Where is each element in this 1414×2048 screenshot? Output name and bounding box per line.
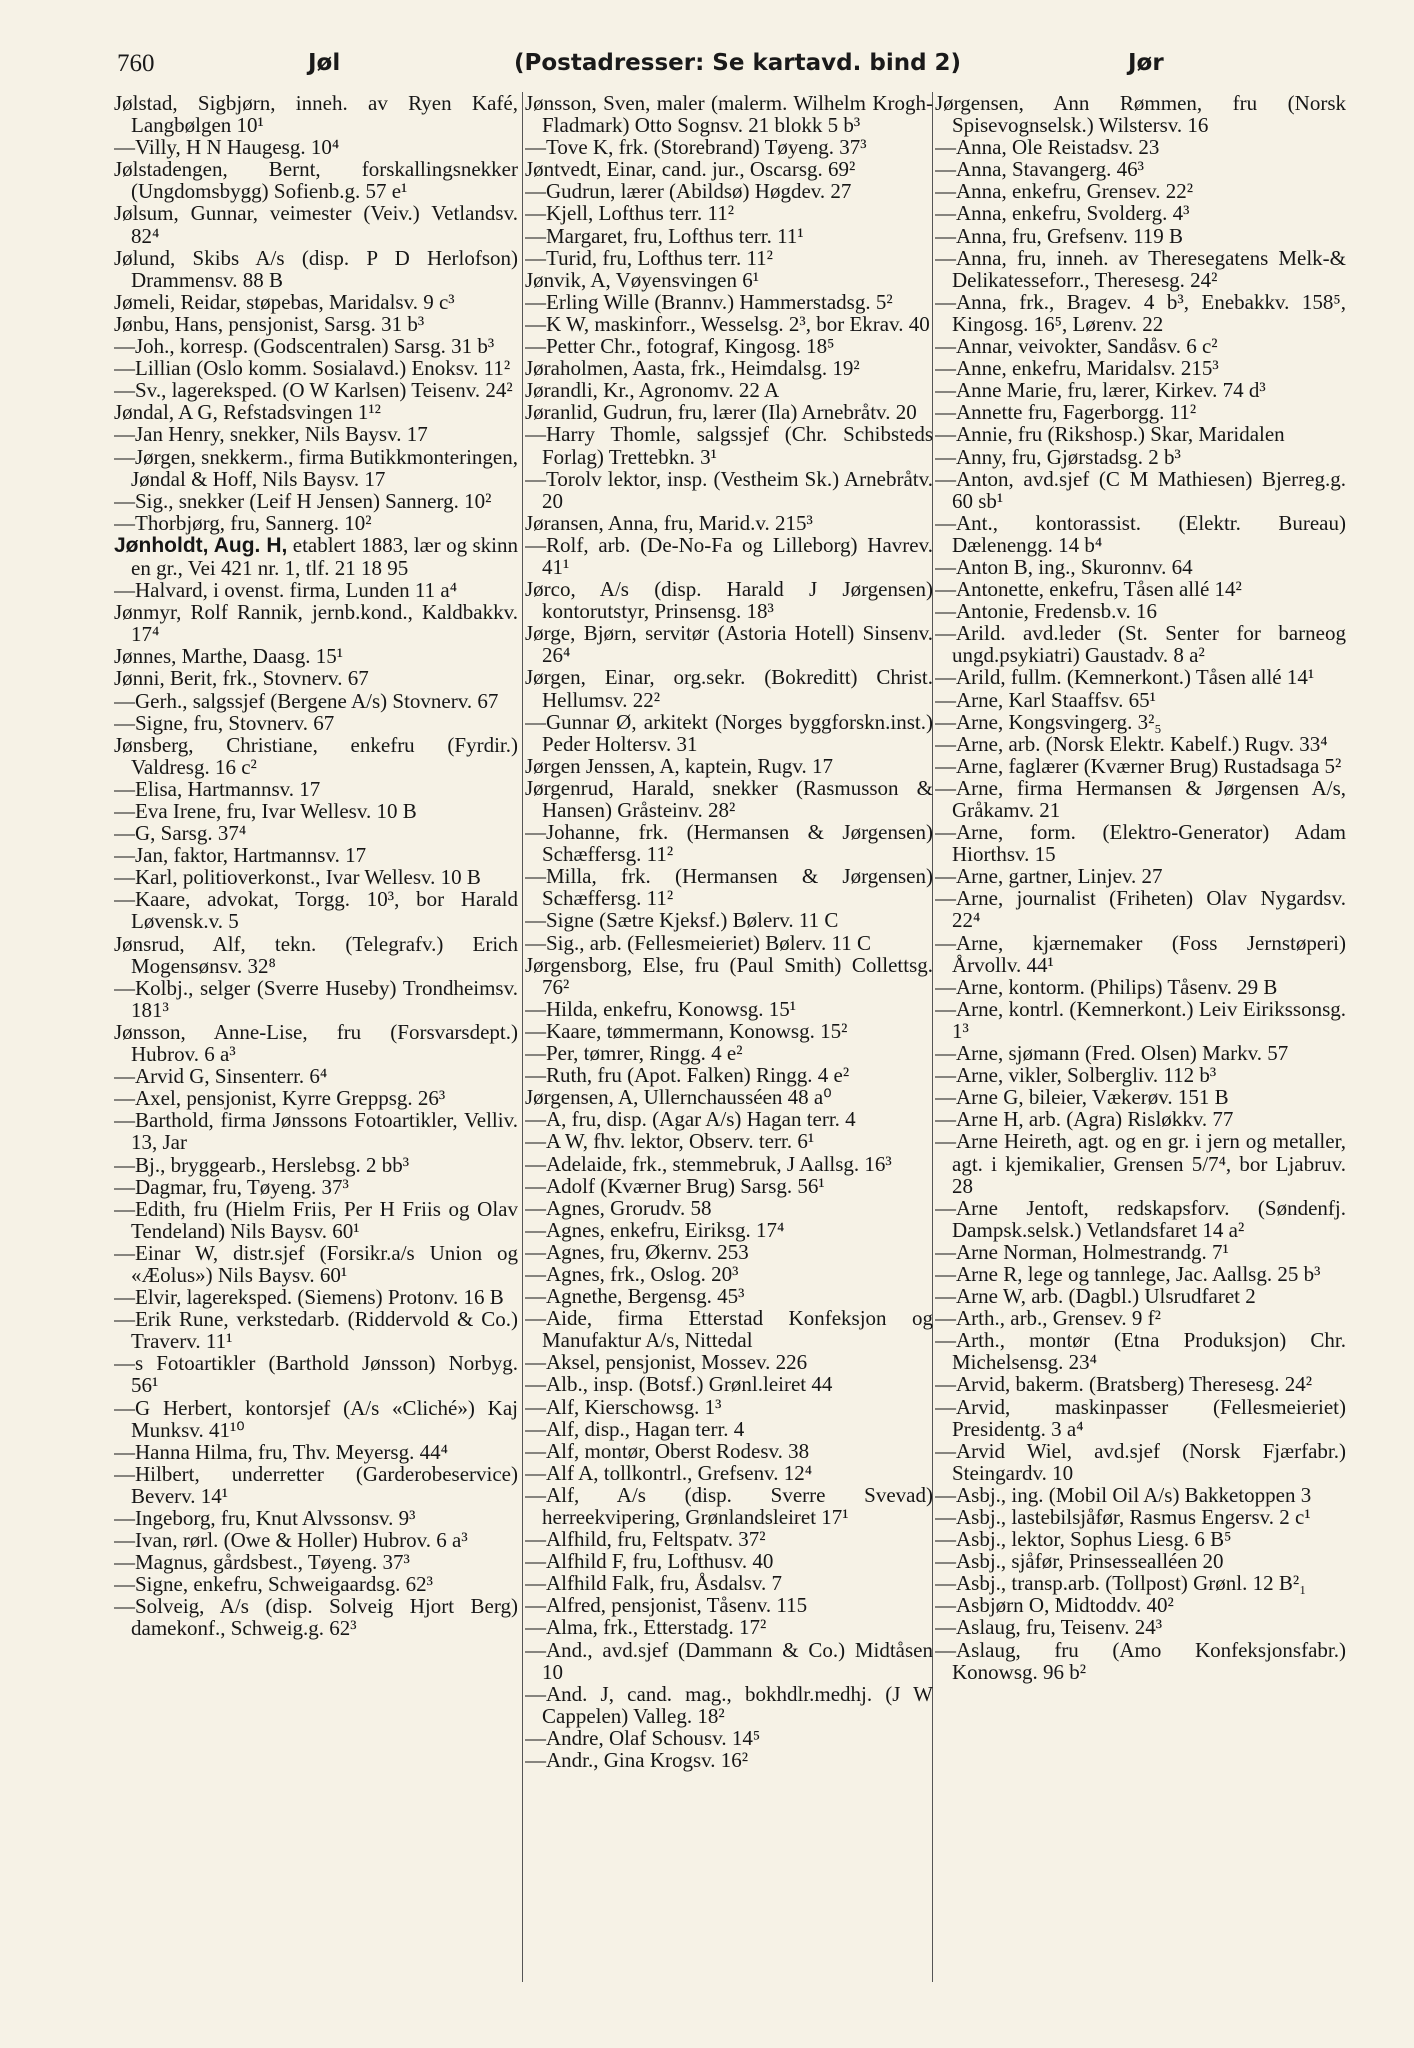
- directory-entry: Jørgenrud, Harald, snekker (Rasmusson & Hansen) Gråsteinv. 28²: [525, 775, 933, 822]
- directory-entry: Jønholdt, Aug. H, etablert 1883, lær og skinn en gr., Vei 421 nr. 1, tlf. 21 18 95: [114, 532, 518, 580]
- directory-entry: —Arth., arb., Grensev. 9 f²: [935, 1306, 1161, 1331]
- directory-entry: —Alf, A/s (disp. Sverre Svevad) herreekvipering, Grønlandsleiret 17¹: [525, 1482, 933, 1529]
- directory-entry: —Anny, fru, Gjørstadsg. 2 b³: [935, 444, 1181, 469]
- directory-entry: —Rolf, arb. (De-No-Fa og Lilleborg) Havrev. 41¹: [525, 532, 933, 579]
- directory-entry: —Axel, pensjonist, Kyrre Greppsg. 26³: [114, 1086, 446, 1111]
- directory-entry: Jørgen Jenssen, A, kaptein, Rugv. 17: [525, 753, 833, 778]
- directory-entry: —Arne, faglærer (Kværner Brug) Rustadsaga 5²: [935, 753, 1342, 778]
- directory-entry: —Ruth, fru (Apot. Falken) Ringg. 4 e²: [525, 1063, 850, 1088]
- directory-entry: —Anna, fru, Grefsenv. 119 B: [935, 223, 1184, 248]
- directory-entry: Jølstadengen, Bernt, forskallingsnekker (Ungdomsbygg) Sofienb.g. 57 e¹: [114, 157, 518, 204]
- directory-entry: —Signe, fru, Stovnerv. 67: [114, 710, 335, 735]
- directory-entry: —Alf, disp., Hagan terr. 4: [525, 1416, 745, 1441]
- directory-entry: —Magnus, gårdsbest., Tøyeng. 37³: [114, 1550, 410, 1575]
- directory-entry: —Margaret, fru, Lofthus terr. 11¹: [525, 223, 804, 248]
- directory-entry: —Alma, frk., Etterstadg. 17²: [525, 1615, 767, 1640]
- directory-entry: —Arvid G, Sinsenterr. 6⁴: [114, 1064, 328, 1089]
- directory-entry: —And. J, cand. mag., bokhdlr.medhj. (J W Cappelen) Valleg. 18²: [525, 1681, 933, 1728]
- directory-entry: —Arild. avd.leder (St. Senter for barneog ungd.psykiatri) Gaustadv. 8 a²: [935, 621, 1346, 668]
- directory-entry: —Anne Marie, fru, lærer, Kirkev. 74 d³: [935, 378, 1266, 403]
- directory-entry: —Erling Wille (Brannv.) Hammerstadsg. 5²: [525, 289, 893, 314]
- directory-entry: —Aslaug, fru, Teisenv. 24³: [935, 1615, 1163, 1640]
- directory-entry: —Antonie, Fredensb.v. 16: [935, 599, 1158, 624]
- directory-entry: —Anna, Stavangerg. 46³: [935, 157, 1144, 182]
- directory-entry: Jønbu, Hans, pensjonist, Sarsg. 31 b³: [114, 311, 425, 336]
- directory-entry: —Hilda, enkefru, Konowsg. 15¹: [525, 996, 797, 1021]
- directory-entry: —Dagmar, fru, Tøyeng. 37³: [114, 1174, 349, 1199]
- directory-entry: —Anna, enkefru, Grensev. 22²: [935, 179, 1194, 204]
- directory-entry: —Turid, fru, Lofthus terr. 11²: [525, 245, 773, 270]
- directory-entry: —Tove K, frk. (Storebrand) Tøyeng. 37³: [525, 135, 867, 160]
- directory-entry: —Petter Chr., fotograf, Kingosg. 18⁵: [525, 334, 835, 359]
- directory-entry: —Arne, kjærnemaker (Foss Jernstøperi) Årvollv. 44¹: [935, 930, 1346, 977]
- directory-entry: —Annie, fru (Rikshosp.) Skar, Maridalen: [935, 422, 1285, 447]
- directory-entry: —Anne, enkefru, Maridalsv. 215³: [935, 356, 1219, 381]
- directory-entry: —Arne, journalist (Friheten) Olav Nygardsv. 22⁴: [935, 886, 1346, 933]
- directory-entry: Jømeli, Reidar, støpebas, Maridalsv. 9 c³: [114, 289, 455, 314]
- directory-entry: —Ingeborg, fru, Knut Alvssonsv. 9³: [114, 1506, 416, 1530]
- directory-entry: —s Fotoartikler (Barthold Jønsson) Norbyg. 56¹: [114, 1351, 518, 1398]
- directory-entry: Jørge, Bjørn, servitør (Astoria Hotell) Sinsenv. 26⁴: [525, 621, 933, 668]
- directory-entry: Jøndal, A G, Refstadsvingen 1¹²: [114, 400, 381, 425]
- directory-entry: —Arne G, bileier, Vækerøv. 151 B: [935, 1085, 1229, 1110]
- directory-column-3: [935, 92, 1346, 2037]
- directory-entry: —Ant., kontorassist. (Elektr. Bureau) Dælenengg. 14 b⁴: [935, 510, 1346, 557]
- directory-entry: —Anton, avd.sjef (C M Mathiesen) Bjerreg.g. 60 sb¹: [935, 466, 1346, 513]
- directory-entry: —Kjell, Lofthus terr. 11²: [525, 201, 735, 226]
- directory-entry: Jønvik, A, Vøyensvingen 6¹: [525, 267, 759, 292]
- directory-entry: —Anna, frk., Bragev. 4 b³, Enebakkv. 158⁵, Kingosg. 16⁵, Lørenv. 22: [935, 289, 1346, 336]
- directory-entry: —Aksel, pensjonist, Mossev. 226: [525, 1350, 808, 1375]
- directory-entry: —Asbj., ing. (Mobil Oil A/s) Bakketoppen 3: [935, 1482, 1312, 1507]
- directory-entry: —Arne R, lege og tannlege, Jac. Aallsg. 25 b³: [935, 1261, 1321, 1286]
- directory-entry: Jønmyr, Rolf Rannik, jernb.kond., Kaldbakkv. 17⁴: [114, 600, 518, 647]
- directory-entry: —Arne, form. (Elektro-Generator) Adam Hiorthsv. 15: [935, 820, 1346, 867]
- directory-entry: Jørgensborg, Else, fru (Paul Smith) Collettsg. 76²: [525, 952, 933, 999]
- directory-entry: —Jan Henry, snekker, Nils Baysv. 17: [114, 422, 428, 447]
- directory-entry: —Andr., Gina Krogsv. 16²: [525, 1748, 749, 1773]
- directory-entry: —Alfhild Falk, fru, Åsdalsv. 7: [525, 1571, 783, 1596]
- directory-entry: —G, Sarsg. 37⁴: [114, 821, 247, 846]
- directory-entry: —Arvid, maskinpasser (Fellesmeieriet) Presidentg. 3 a⁴: [935, 1394, 1346, 1441]
- directory-entry: —Anna, fru, inneh. av Theresegatens Melk-& Delikatesseforr., Theresesg. 24²: [935, 245, 1346, 292]
- directory-entry: —Eva Irene, fru, Ivar Wellesv. 10 B: [114, 799, 417, 823]
- directory-entry: Jøranlid, Gudrun, fru, lærer (Ila) Arnebråtv. 20: [525, 400, 917, 425]
- directory-entry: —Alf, Kierschowsg. 1³: [525, 1394, 722, 1419]
- directory-entry: —Arne, sjømann (Fred. Olsen) Markv. 57: [935, 1041, 1289, 1066]
- directory-entry: —Annette fru, Fagerborgg. 11²: [935, 400, 1197, 425]
- directory-entry: —Agnes, Grorudv. 58: [525, 1195, 712, 1220]
- directory-entry: Jønni, Berit, frk., Stovnerv. 67: [114, 666, 369, 691]
- directory-entry: —Anna, enkefru, Svolderg. 4³: [935, 201, 1190, 226]
- directory-entry: —Andre, Olaf Schousv. 14⁵: [525, 1725, 761, 1750]
- directory-entry: —Harry Thomle, salgssjef (Chr. Schibsteds Forlag) Trettebkn. 3¹: [525, 422, 933, 469]
- directory-entry: Jølsum, Gunnar, veimester (Veiv.) Vetlandsv. 82⁴: [114, 201, 518, 248]
- directory-entry: —Sig., arb. (Fellesmeieriet) Bølerv. 11 C: [525, 930, 872, 955]
- directory-entry: Jøransen, Anna, fru, Marid.v. 215³: [525, 510, 813, 535]
- directory-entry: Jørgensen, Ann Rømmen, fru (Norsk Spisevognselsk.) Wilstersv. 16: [935, 92, 1346, 138]
- directory-entry: —Jan, faktor, Hartmannsv. 17: [114, 843, 367, 868]
- directory-entry: Jønsberg, Christiane, enkefru (Fyrdir.) Valdresg. 16 c²: [114, 732, 518, 779]
- directory-entry: —Arne, kontorm. (Philips) Tåsenv. 29 B: [935, 974, 1278, 999]
- directory-entry: —Anna, Ole Reistadsv. 23: [935, 135, 1160, 160]
- directory-entry: Jønsson, Sven, maler (malerm. Wilhelm Krogh-Fladmark) Otto Sognsv. 21 blokk 5 b³: [525, 92, 933, 138]
- directory-entry: —Adelaide, frk., stemmebruk, J Aallsg. 16³: [525, 1151, 892, 1176]
- directory-entry: Jønnes, Marthe, Daasg. 15¹: [114, 644, 344, 669]
- directory-entry: —Alfhild F, fru, Lofthusv. 40: [525, 1549, 774, 1574]
- directory-entry: —Asbjørn O, Midtoddv. 40²: [935, 1593, 1174, 1618]
- directory-entry: —And., avd.sjef (Dammann & Co.) Midtåsen 10: [525, 1637, 933, 1684]
- directory-entry: —Bj., bryggearb., Herslebsg. 2 bb³: [114, 1152, 409, 1177]
- directory-entry: —Solveig, A/s (disp. Solveig Hjort Berg) damekonf., Schweig.g. 62³: [114, 1594, 518, 1641]
- directory-entry: Jørgen, Einar, org.sekr. (Bokreditt) Christ. Hellumsv. 22²: [525, 665, 933, 712]
- directory-entry: —Aide, firma Etterstad Konfeksjon og Manufaktur A/s, Nittedal: [525, 1306, 933, 1353]
- directory-entry: —Agnethe, Bergensg. 45³: [525, 1284, 745, 1309]
- directory-entry: —Arth., montør (Etna Produksjon) Chr. Michelsensg. 23⁴: [935, 1328, 1346, 1375]
- directory-entry: —Asbj., sjåfør, Prinsessealléen 20: [935, 1549, 1224, 1574]
- directory-entry: —Asbj., lektor, Sophus Liesg. 6 B⁵: [935, 1527, 1232, 1552]
- directory-entry: Jørgensen, A, Ullernchausséen 48 a⁰: [525, 1085, 832, 1110]
- directory-entry: —Arne, gartner, Linjev. 27: [935, 864, 1163, 889]
- directory-entry: —Anton B, ing., Skuronnv. 64: [935, 554, 1193, 579]
- directory-entry: Jølund, Skibs A/s (disp. P D Herlofson) Drammensv. 88 B: [114, 245, 518, 292]
- directory-entry: —Aslaug, fru (Amo Konfeksjonsfabr.) Konowsg. 96 b²: [935, 1637, 1346, 1684]
- directory-entry: —Arne, Karl Staaffsv. 65¹: [935, 687, 1156, 712]
- directory-entry: —Milla, frk. (Hermansen & Jørgensen) Schæffersg. 11²: [525, 864, 933, 911]
- directory-entry: —Kaare, advokat, Torgg. 10³, bor Harald Løvensk.v. 5: [114, 887, 518, 934]
- directory-entry: —Arne, kontrl. (Kemnerkont.) Leiv Eirikssonsg. 1³: [935, 996, 1346, 1043]
- directory-entry: —Lillian (Oslo komm. Sosialavd.) Enoksv. 11²: [114, 356, 511, 381]
- directory-entry: —Torolv lektor, insp. (Vestheim Sk.) Arnebråtv. 20: [525, 466, 933, 513]
- directory-entry: —Edith, fru (Hielm Friis, Per H Friis og Olav Tendeland) Nils Baysv. 60¹: [114, 1196, 518, 1243]
- directory-entry: —Hanna Hilma, fru, Thv. Meyersg. 44⁴: [114, 1439, 448, 1464]
- directory-entry: —Arne, firma Hermansen & Jørgensen A/s, Gråkamv. 21: [935, 775, 1346, 822]
- directory-entry: —Arne Norman, Holmestrandg. 7¹: [935, 1239, 1229, 1264]
- directory-entry: —Sv., lagereksped. (O W Karlsen) Teisenv. 24²: [114, 378, 513, 403]
- directory-entry: —Kolbj., selger (Sverre Huseby) Trondheimsv. 181³: [114, 975, 518, 1022]
- directory-entry: —Antonette, enkefru, Tåsen allé 14²: [935, 577, 1242, 602]
- directory-entry: —Alf, montør, Oberst Rodesv. 38: [525, 1438, 810, 1463]
- directory-entry: Jøraholmen, Aasta, frk., Heimdalsg. 19²: [525, 356, 860, 381]
- directory-entry: Jørco, A/s (disp. Harald J Jørgensen) kontorutstyr, Prinsensg. 18³: [525, 577, 933, 624]
- directory-entry: —Adolf (Kværner Brug) Sarsg. 56¹: [525, 1173, 825, 1198]
- directory-entry: —Erik Rune, verkstedarb. (Riddervold & Co.) Traverv. 11¹: [114, 1307, 518, 1354]
- directory-entry: —Agnes, frk., Oslog. 20³: [525, 1261, 739, 1286]
- directory-entry: —Annar, veivokter, Sandåsv. 6 c²: [935, 334, 1218, 359]
- directory-column-2: [525, 92, 933, 2037]
- directory-entry: —Arne W, arb. (Dagbl.) Ulsrudfaret 2: [935, 1284, 1256, 1309]
- directory-entry: —Per, tømrer, Ringg. 4 e²: [525, 1041, 743, 1066]
- directory-entry: Jønsrud, Alf, tekn. (Telegrafv.) Erich Mogensønsv. 32⁸: [114, 931, 518, 978]
- directory-entry: —Agnes, fru, Økernv. 253: [525, 1239, 749, 1264]
- directory-entry: —Gerh., salgssjef (Bergene A/s) Stovnerv. 67: [114, 688, 499, 713]
- directory-entry: —Agnes, enkefru, Eiriksg. 17⁴: [525, 1217, 785, 1242]
- directory-entry: —Alfred, pensjonist, Tåsenv. 115: [525, 1593, 808, 1618]
- directory-entry: —Arne, Kongsvingerg. 3²₅: [935, 709, 1162, 734]
- directory-column-1: [114, 92, 518, 2037]
- directory-entry: —Arne, arb. (Norsk Elektr. Kabelf.) Rugv. 33⁴: [935, 731, 1328, 756]
- directory-entry: —Alf A, tollkontrl., Grefsenv. 12⁴: [525, 1460, 813, 1485]
- directory-entry: —Kaare, tømmermann, Konowsg. 15²: [525, 1018, 848, 1043]
- directory-entry: —Signe, enkefru, Schweigaardsg. 62³: [114, 1572, 433, 1597]
- directory-entry: —Arne Heireth, agt. og en gr. i jern og metaller, agt. i kjemikalier, Grensen 5/7⁴, bor Ljabruv. 28: [935, 1129, 1346, 1198]
- directory-entry: —Joh., korresp. (Godscentralen) Sarsg. 31 b³: [114, 334, 495, 359]
- directory-entry: —Gunnar Ø, arkitekt (Norges byggforskn.inst.) Peder Holtersv. 31: [525, 709, 933, 756]
- directory-entry: —Arne, vikler, Solbergliv. 112 b³: [935, 1063, 1217, 1088]
- directory-entry: —Alb., insp. (Botsf.) Grønl.leiret 44: [525, 1372, 833, 1397]
- directory-entry: —Halvard, i ovenst. firma, Lunden 11 a⁴: [114, 578, 458, 603]
- column-divider: [522, 92, 523, 1982]
- directory-entry: —Arild, fullm. (Kemnerkont.) Tåsen allé 14¹: [935, 665, 1315, 690]
- directory-entry: —Asbj., transp.arb. (Tollpost) Grønl. 12 B²₁: [935, 1571, 1307, 1596]
- directory-entry: Jønsson, Anne-Lise, fru (Forsvarsdept.) Hubrov. 6 a³: [114, 1019, 518, 1067]
- directory-entry: —A, fru, disp. (Agar A/s) Hagan terr. 4: [525, 1107, 856, 1132]
- running-head-left: Jøl: [308, 50, 341, 76]
- directory-entry: —Arvid, bakerm. (Bratsberg) Theresesg. 24²: [935, 1372, 1313, 1397]
- directory-entry: —Karl, politioverkonst., Ivar Wellesv. 10 B: [114, 865, 481, 890]
- directory-entry: —Arvid Wiel, avd.sjef (Norsk Fjærfabr.) Steingardv. 10: [935, 1438, 1346, 1485]
- page-number: 760: [117, 50, 155, 77]
- directory-entry: Jørandli, Kr., Agronomv. 22 A: [525, 378, 780, 403]
- directory-entry: —Elisa, Hartmannsv. 17: [114, 776, 321, 801]
- directory-entry: —Villy, H N Haugesg. 10⁴: [114, 135, 340, 160]
- running-head-center: (Postadresser: Se kartavd. bind 2): [514, 50, 962, 76]
- directory-entry: —Einar W, distr.sjef (Forsikr.a/s Union og «Æolus») Nils Baysv. 60¹: [114, 1240, 518, 1287]
- directory-entry: —Johanne, frk. (Hermansen & Jørgensen) Schæffersg. 11²: [525, 820, 933, 867]
- directory-entry: Jølstad, Sigbjørn, inneh. av Ryen Kafé, Langbølgen 10¹: [114, 92, 518, 138]
- directory-entry: —Gudrun, lærer (Abildsø) Høgdev. 27: [525, 179, 852, 204]
- directory-entry: —A W, fhv. lektor, Observ. terr. 6¹: [525, 1129, 815, 1154]
- running-head-right: Jør: [1128, 50, 1164, 76]
- directory-entry: —Barthold, firma Jønssons Fotoartikler, Velliv. 13, Jar: [114, 1108, 518, 1155]
- directory-entry: —Alfhild, fru, Feltspatv. 37²: [525, 1527, 766, 1552]
- directory-entry: —K W, maskinforr., Wesselsg. 2³, bor Ekrav. 40: [525, 311, 930, 336]
- directory-entry: —Sig., snekker (Leif H Jensen) Sannerg. 10²: [114, 488, 492, 513]
- directory-entry: —G Herbert, kontorsjef (A/s «Cliché») Kaj Munksv. 41¹⁰: [114, 1395, 518, 1442]
- directory-entry: —Arne H, arb. (Agra) Risløkkv. 77: [935, 1107, 1234, 1132]
- directory-entry: Jøntvedt, Einar, cand. jur., Oscarsg. 69²: [525, 157, 856, 182]
- directory-entry: —Arne Jentoft, redskapsforv. (Søndenfj. Dampsk.selsk.) Vetlandsfaret 14 a²: [935, 1195, 1346, 1242]
- directory-entry: —Hilbert, underretter (Garderobeservice) Beverv. 14¹: [114, 1461, 518, 1508]
- directory-entry: —Asbj., lastebilsjåfør, Rasmus Engersv. 2 c¹: [935, 1505, 1311, 1529]
- directory-entry: —Thorbjørg, fru, Sannerg. 10²: [114, 510, 372, 535]
- directory-entry: —Signe (Sætre Kjeksf.) Bølerv. 11 C: [525, 908, 839, 933]
- directory-entry: —Elvir, lagereksped. (Siemens) Protonv. 16 B: [114, 1285, 504, 1310]
- directory-entry: —Jørgen, snekkerm., firma Butikkmonteringen, Jøndal & Hoff, Nils Baysv. 17: [114, 444, 518, 491]
- directory-entry: —Ivan, rørl. (Owe & Holler) Hubrov. 6 a³: [114, 1528, 468, 1553]
